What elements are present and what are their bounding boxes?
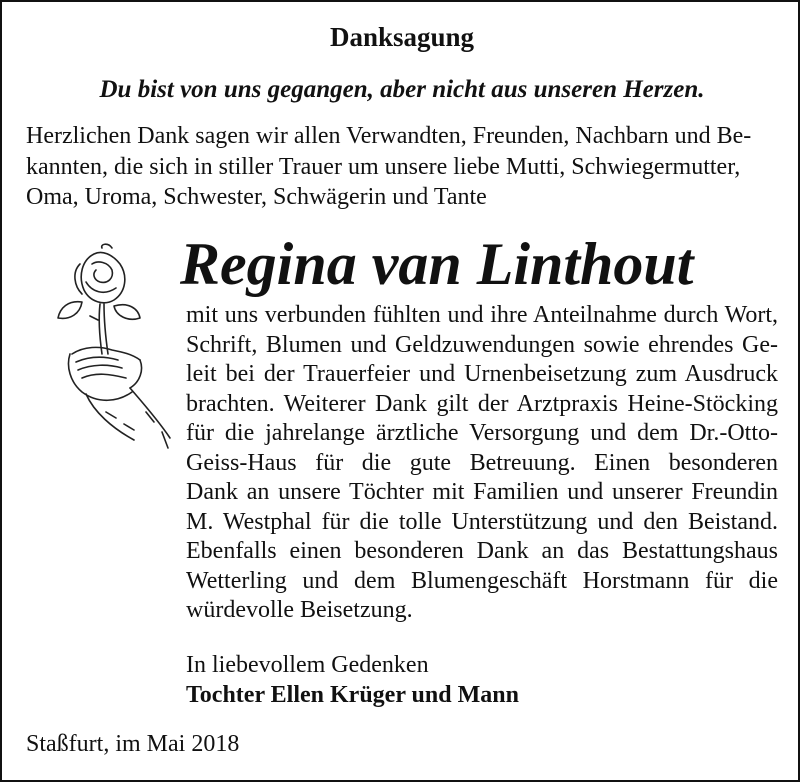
body-line: Wetterling und dem Blumengeschäft Horstmann für die bbox=[186, 567, 778, 594]
rose-in-hand-illustration bbox=[42, 242, 182, 452]
signature: Tochter Ellen Krüger und Mann bbox=[186, 682, 519, 708]
intro-paragraph bbox=[26, 121, 780, 213]
intro-line: kannten, die sich in stiller Trauer um unsere liebe Mutti, Schwiegermutter, bbox=[26, 153, 741, 180]
closing-block bbox=[186, 650, 778, 710]
body-line: für die jahrelange ärztliche Versorgung und dem Dr.-Otto- bbox=[186, 420, 778, 446]
body-line: leit bei der Trauerfeier und Urnenbeisetzung zum Ausdruck bbox=[186, 361, 778, 387]
intro-line: Herzlichen Dank sagen wir allen Verwandten, Freunden, Nachbarn und Be- bbox=[26, 123, 752, 149]
body-line: brachten. Weiterer Dank gilt der Arztpraxis Heine-Stöcking bbox=[186, 390, 778, 417]
body-paragraph bbox=[186, 301, 778, 626]
body-line: mit uns verbunden fühlten und ihre Anteilnahme durch Wort, bbox=[186, 302, 778, 328]
intro-line: Oma, Uroma, Schwester, Schwägerin und Tante bbox=[26, 184, 487, 210]
body-line: würdevolle Beisetzung. bbox=[186, 597, 413, 623]
body-line: Schrift, Blumen und Geldzuwendungen sowie ehrendes Ge- bbox=[186, 331, 778, 358]
body-line: M. Westphal für die tolle Unterstützung und den Beistand. bbox=[186, 508, 778, 535]
deceased-name: Regina van Linthout bbox=[180, 231, 694, 297]
motto: Du bist von uns gegangen, aber nicht aus unseren Herzen. bbox=[99, 76, 705, 103]
body-line: Ebenfalls einen besonderen Dank an das Bestattungshaus bbox=[186, 538, 778, 564]
closing-line: In liebevollem Gedenken bbox=[186, 652, 429, 678]
body-line: Dank an unsere Töchter mit Familien und unserer Freundin bbox=[186, 479, 778, 505]
heading: Danksagung bbox=[329, 22, 475, 52]
body-line: Geiss-Haus für die gute Betreuung. Einen besonderen bbox=[186, 449, 778, 476]
place-date: Staßfurt, im Mai 2018 bbox=[26, 731, 240, 757]
